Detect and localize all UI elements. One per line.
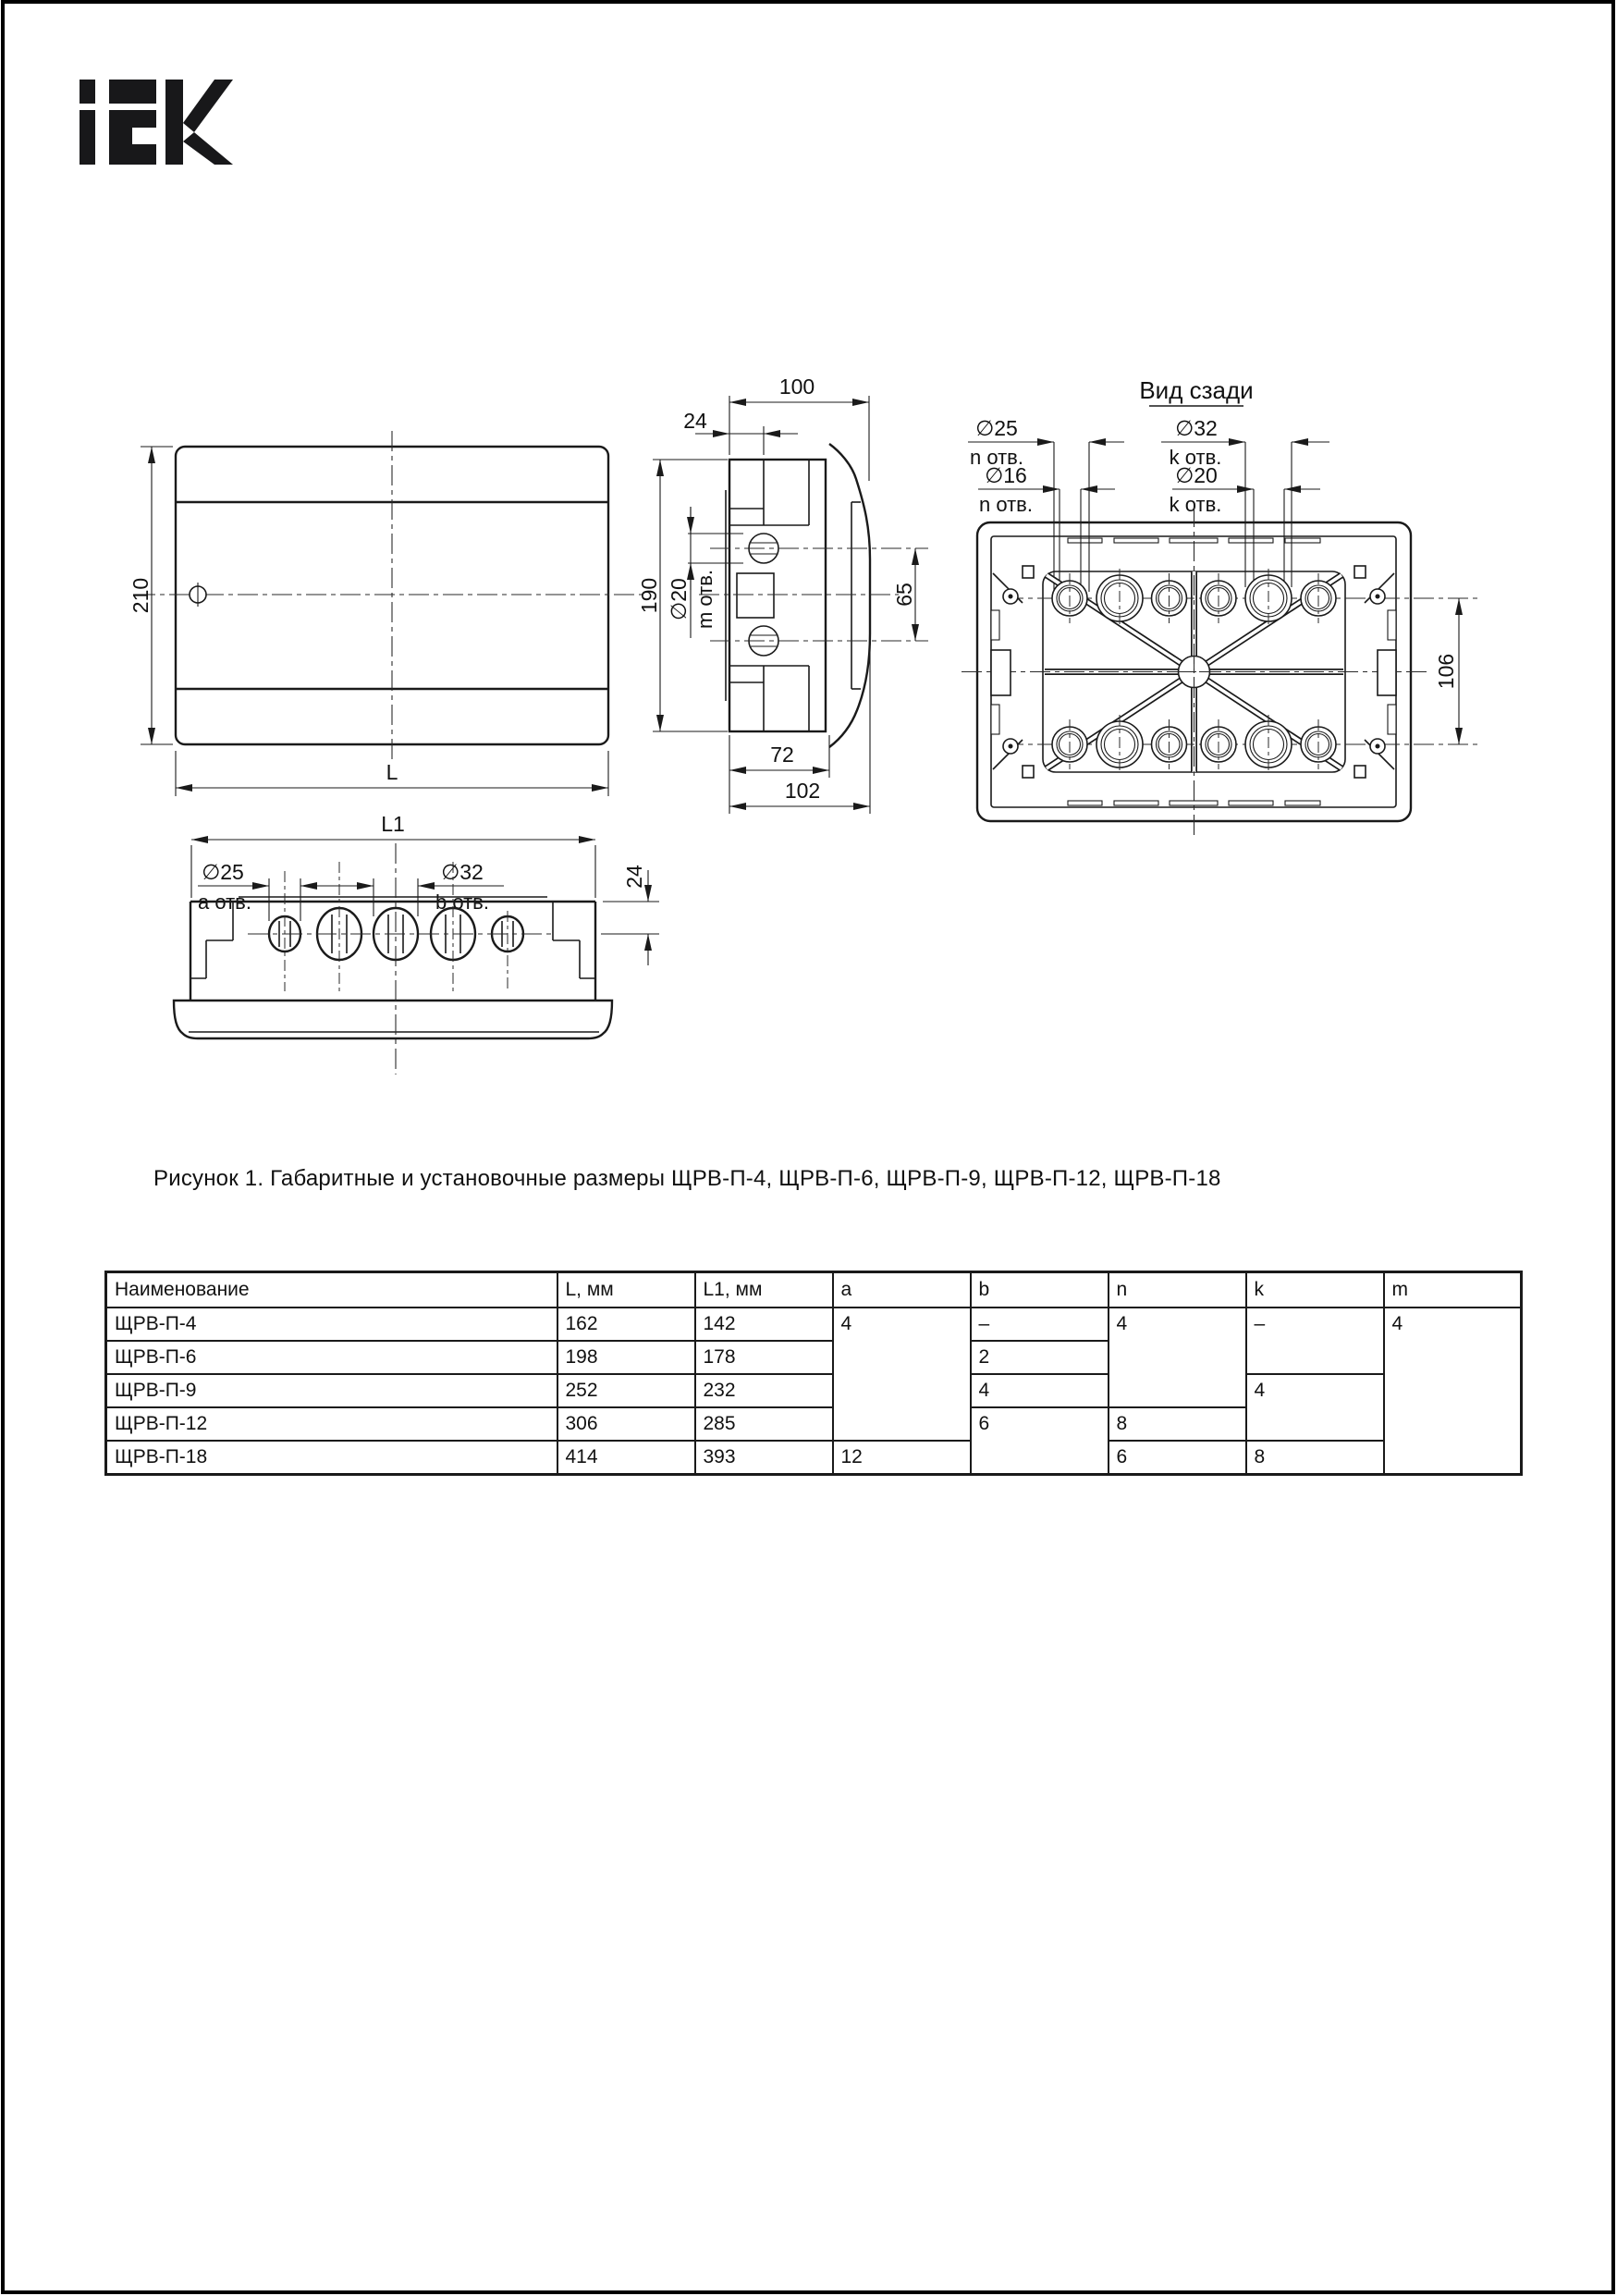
column-header: Наименование <box>106 1272 557 1308</box>
back-mount-hole <box>1003 739 1018 754</box>
figure-caption: Рисунок 1. Габаритные и установочные размеры ЩРВ-П-4, ЩРВ-П-6, ЩРВ-П-9, ЩРВ-П-12, ЩРВ-П-18 <box>153 1166 1221 1191</box>
side-door-height-dim: 65 <box>892 583 916 607</box>
table-cell: 12 <box>833 1441 971 1475</box>
side-depth-inner-dim: 72 <box>770 743 794 767</box>
side-door-profile <box>829 444 870 747</box>
side-depth-total-dim: 102 <box>784 779 821 803</box>
side-hole-qty-label: m отв. <box>693 569 717 630</box>
side-width-dim: 100 <box>778 374 815 399</box>
table-cell: 4 <box>1384 1308 1522 1475</box>
front-height-dim: 210 <box>129 577 153 614</box>
table-cell: 414 <box>557 1441 695 1475</box>
table-cell: – <box>1246 1308 1384 1374</box>
table-cell: ЩРВ-П-18 <box>106 1441 557 1475</box>
table-cell: 4 <box>971 1374 1109 1407</box>
back-mount-hole <box>1370 589 1385 604</box>
back-knockout <box>1096 569 1143 628</box>
table-cell: 4 <box>1246 1374 1384 1441</box>
back-mount-hole <box>1370 739 1385 754</box>
table-cell: ЩРВ-П-6 <box>106 1341 557 1374</box>
table-cell: 285 <box>695 1407 833 1441</box>
table-row <box>106 1374 1522 1407</box>
back-knockout <box>1201 719 1236 769</box>
back-hole1-outer-qty: n отв. <box>970 446 1023 469</box>
side-rail-offset-dim: 24 <box>683 409 707 433</box>
table-row <box>106 1308 1522 1341</box>
table-cell: 178 <box>695 1341 833 1374</box>
table-cell: 198 <box>557 1341 695 1374</box>
bottom-small-hole-qty: a отв. <box>198 890 251 914</box>
table-cell: 232 <box>695 1374 833 1407</box>
table-cell: – <box>971 1308 1109 1341</box>
table-cell: 4 <box>1109 1308 1246 1407</box>
back-hole1-inner-dia: ∅16 <box>985 463 1027 487</box>
table-cell: 252 <box>557 1374 695 1407</box>
table-cell: 4 <box>833 1308 971 1441</box>
table-cell: 162 <box>557 1308 695 1341</box>
column-header: b <box>971 1272 1109 1308</box>
table-cell: 306 <box>557 1407 695 1441</box>
column-header: n <box>1109 1272 1246 1308</box>
column-header: L, мм <box>557 1272 695 1308</box>
table-cell: 8 <box>1109 1407 1246 1441</box>
back-hole2-inner-qty: k отв. <box>1169 493 1222 516</box>
table-cell: 8 <box>1246 1441 1384 1475</box>
back-hole2-inner-dia: ∅20 <box>1175 463 1218 487</box>
table-cell: ЩРВ-П-9 <box>106 1374 557 1407</box>
spec-table <box>104 1271 1523 1476</box>
table-header-row <box>106 1272 1522 1308</box>
table-cell: ЩРВ-П-12 <box>106 1407 557 1441</box>
table-cell: 2 <box>971 1341 1109 1374</box>
column-header: a <box>833 1272 971 1308</box>
back-row-spacing-dim: 106 <box>1434 653 1458 690</box>
back-view-title: Вид сзади <box>1139 376 1254 404</box>
back-knockout <box>1152 573 1187 623</box>
side-hole-dia-label: ∅20 <box>667 578 691 620</box>
bottom-lid <box>174 1001 612 1038</box>
back-bottom-slots <box>1068 801 1320 805</box>
bottom-width-dim: L1 <box>381 812 405 836</box>
table-row <box>106 1441 1522 1475</box>
back-mount-hole <box>1003 589 1018 604</box>
bottom-small-hole-dia: ∅25 <box>202 860 244 884</box>
table-cell: 142 <box>695 1308 833 1341</box>
back-knockout <box>1245 715 1292 774</box>
back-knockout <box>1152 719 1187 769</box>
back-knockout <box>1096 715 1143 774</box>
table-cell: ЩРВ-П-4 <box>106 1308 557 1341</box>
bottom-big-hole-dia: ∅32 <box>441 860 484 884</box>
bottom-big-hole-qty: b отв. <box>435 890 489 914</box>
bottom-top-offset-dim: 24 <box>622 865 646 889</box>
front-width-dim: L <box>386 760 398 784</box>
table-cell: 393 <box>695 1441 833 1475</box>
back-hole1-outer-dia: ∅25 <box>975 416 1018 440</box>
column-header: k <box>1246 1272 1384 1308</box>
table-cell: 6 <box>971 1407 1109 1475</box>
table-cell: 6 <box>1109 1441 1246 1475</box>
side-view <box>637 374 928 814</box>
front-view <box>129 431 647 796</box>
side-square-knockout <box>737 573 774 618</box>
back-knockout <box>1201 573 1236 623</box>
back-hole2-outer-dia: ∅32 <box>1175 416 1218 440</box>
back-view <box>962 376 1479 835</box>
column-header: L1, мм <box>695 1272 833 1308</box>
back-hole1-inner-qty: n отв. <box>979 493 1033 516</box>
bottom-view <box>174 812 659 1074</box>
column-header: m <box>1384 1272 1522 1308</box>
back-hole2-outer-qty: k отв. <box>1169 446 1222 469</box>
side-height-dim: 190 <box>637 577 661 614</box>
